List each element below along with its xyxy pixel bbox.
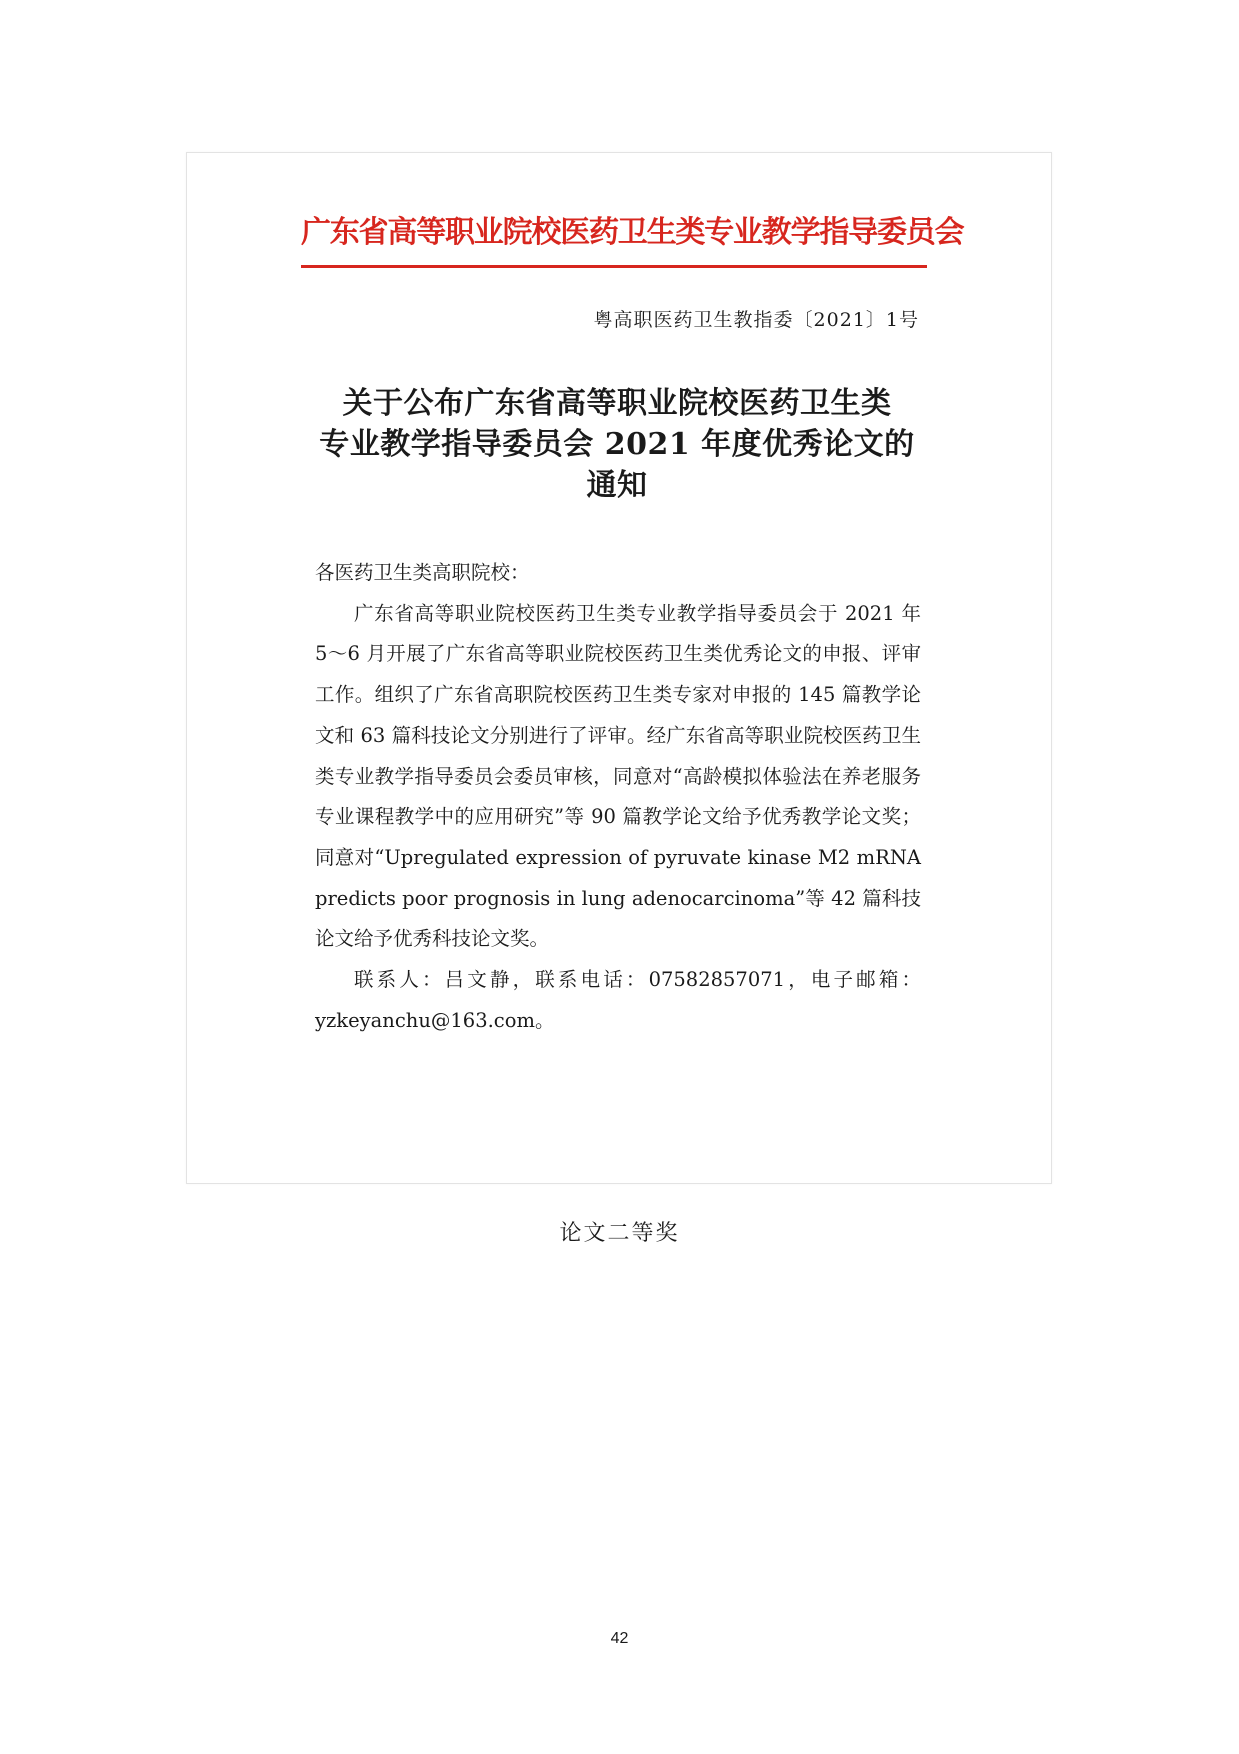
page-number: 42 — [610, 1630, 629, 1647]
notice-scan — [186, 152, 1052, 1184]
title-line: 通知 — [586, 468, 648, 503]
org-header: 广东省高等职业院校医药卫生类专业教学指导委员会 — [301, 215, 964, 250]
document-number: 粤高职医药卫生教指委〔2021〕1号 — [593, 309, 919, 331]
figure-caption: 论文二等奖 — [559, 1221, 680, 1246]
body-paragraph: 广东省高等职业院校医药卫生类专业教学指导委员会于 2021 年 5～6 月开展了广东省高等职业院校医药卫生类优秀论文的申报、评审工作。组织了广东省高职院校医药卫生类专家对申报的 145 篇教学论文和 63 篇科技论文分别进行了评审。经广东省高等职业院校医药卫生类专业教学指导委员会委员审核，同意对“高龄模拟体验法在养老服务专业课程教学中的应用研究”等 90 篇教学论文给予优秀教学论文奖；同意对“Upregulated expression of pyruvate kinase M2 mRNA predicts poor prognosis in lung adenocarcinoma”等 42 篇科技论文给予优秀科技论文奖。 — [315, 601, 921, 951]
title-line: 关于公布广东省高等职业院校医药卫生类 — [342, 386, 892, 421]
notice-title — [317, 383, 917, 506]
header-rule — [301, 265, 927, 268]
notice-body — [315, 553, 921, 1041]
title-line: 专业教学指导委员会 2021 年度优秀论文的 — [319, 427, 915, 462]
contact-paragraph: 联系人：吕文静，联系电话：07582857071，电子邮箱：yzkeyanchu@163.com。 — [315, 968, 921, 1032]
salutation: 各医药卫生类高职院校： — [315, 561, 530, 584]
